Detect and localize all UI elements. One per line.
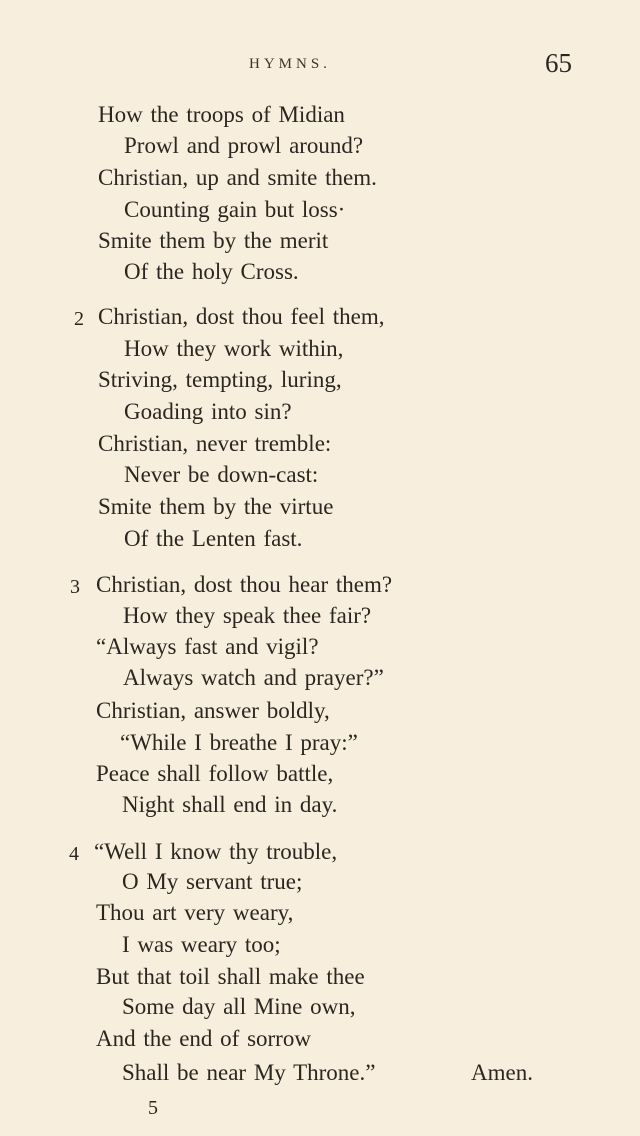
- page-number: 65: [545, 48, 572, 78]
- hymn-line: Christian, never tremble:: [98, 431, 332, 456]
- hymn-line: Goading into sin?: [124, 399, 292, 424]
- hymn-line: Night shall end in day.: [122, 792, 338, 817]
- hymn-line: Thou art very weary,: [96, 900, 294, 925]
- hymn-line: How the troops of Midian: [98, 102, 345, 127]
- hymn-line: “Well I know thy trouble,: [94, 839, 338, 864]
- verse-number: 2: [74, 308, 84, 330]
- hymn-line: Of the Lenten fast.: [124, 526, 303, 551]
- hymn-line: O My servant true;: [122, 869, 303, 894]
- hymn-line: But that toil shall make thee: [96, 964, 365, 989]
- hymn-line: Peace shall follow battle,: [96, 761, 334, 786]
- hymn-line: Christian, answer boldly,: [96, 698, 330, 723]
- hymn-line: Smite them by the merit: [98, 228, 329, 253]
- hymn-line: How they speak thee fair?: [123, 603, 372, 628]
- hymn-line: “While I breathe I pray:”: [120, 730, 358, 755]
- hymn-line: Striving, tempting, luring,: [98, 367, 342, 392]
- hymn-line: Some day all Mine own,: [122, 994, 356, 1019]
- hymn-line: Smite them by the virtue: [98, 494, 334, 519]
- hymn-line: Never be down-cast:: [124, 462, 319, 487]
- page-header: [0, 0, 640, 90]
- signature-mark: 5: [148, 1097, 158, 1119]
- hymn-line: How they work within,: [124, 336, 344, 361]
- hymn-line: I was weary too;: [122, 932, 281, 957]
- hymn-line: Always watch and prayer?”: [123, 665, 384, 690]
- hymn-line: Of the holy Cross.: [124, 259, 299, 284]
- hymn-line: Christian, dost thou feel them,: [98, 304, 385, 329]
- verse-number: 3: [70, 576, 80, 598]
- running-title: HYMNS.: [249, 56, 331, 72]
- hymn-line: Shall be near My Throne.”: [122, 1060, 376, 1085]
- hymn-line: Christian, up and smite them.: [98, 165, 377, 190]
- hymn-line: Prowl and prowl around?: [124, 133, 364, 158]
- hymn-line: And the end of sorrow: [96, 1026, 311, 1051]
- verse-number: 4: [69, 843, 79, 865]
- amen: Amen.: [471, 1060, 533, 1085]
- hymn-line: Christian, dost thou hear them?: [96, 572, 393, 597]
- hymn-line: Counting gain but loss·: [124, 197, 346, 222]
- hymn-line: “Always fast and vigil?: [96, 634, 319, 659]
